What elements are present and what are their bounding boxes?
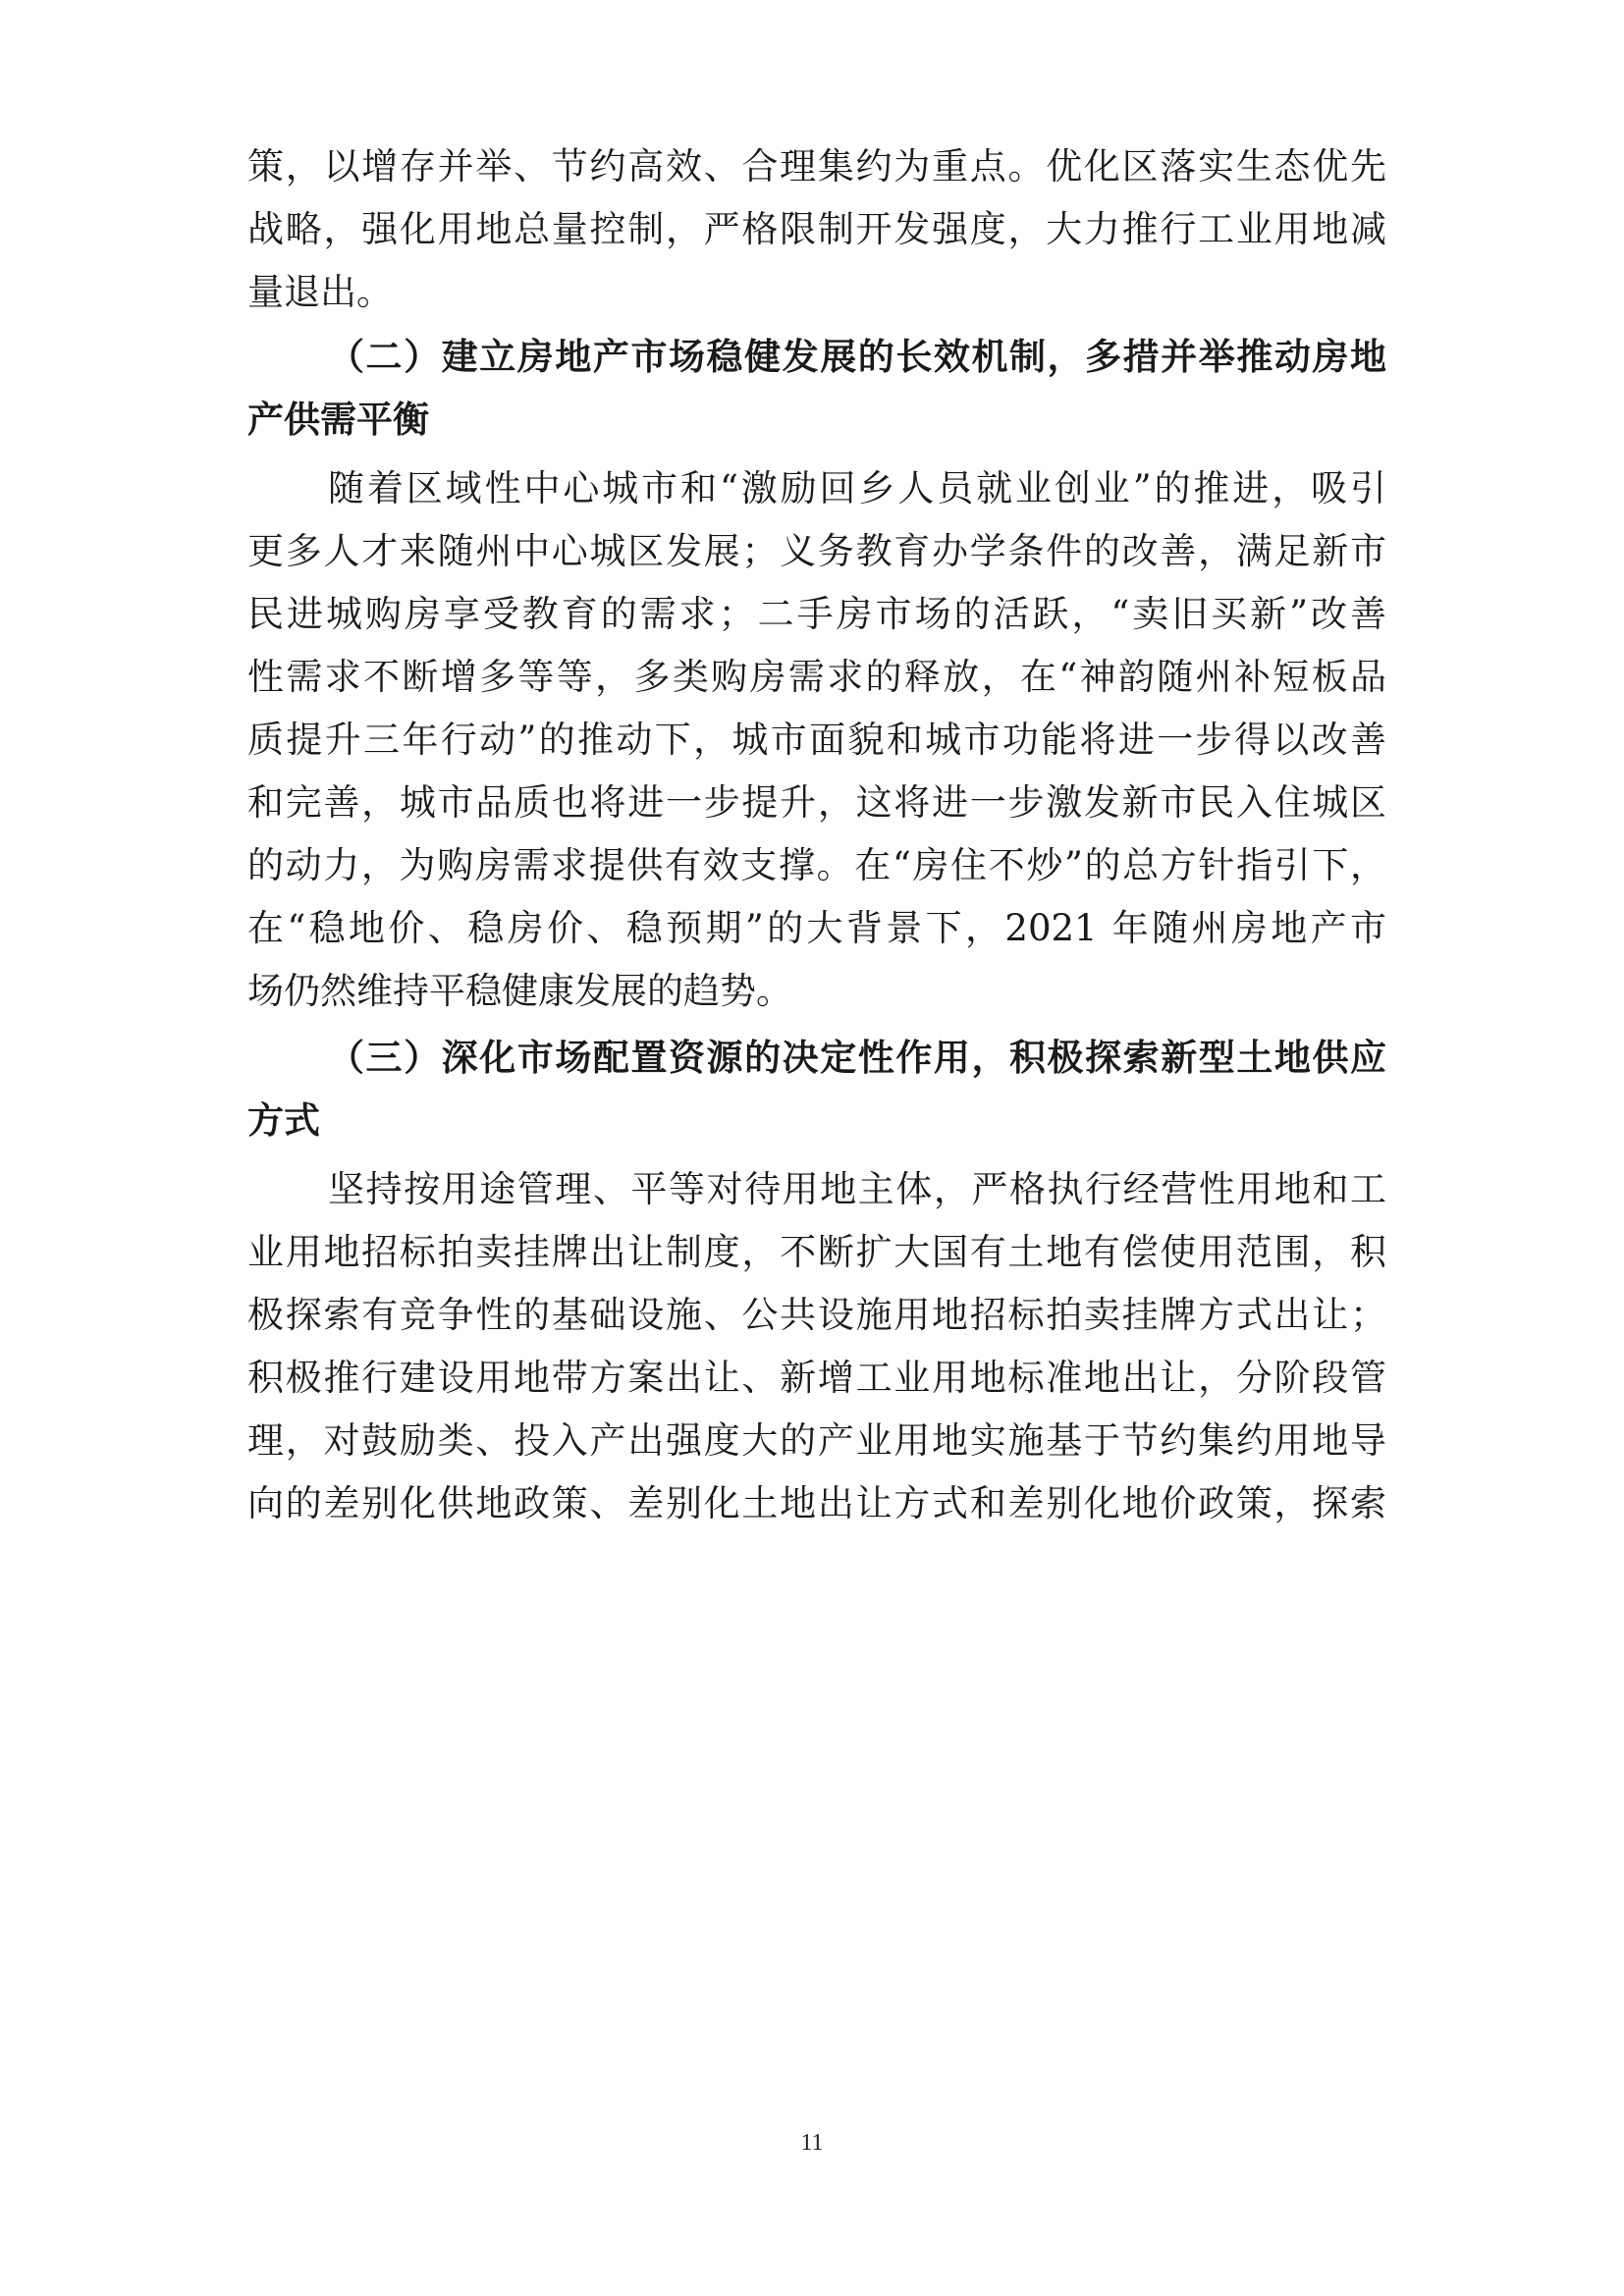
- text-line: 量退出。: [247, 271, 393, 313]
- text-line: 极探索有竞争性的基础设施、公共设施用地招标拍卖挂牌方式出让；: [247, 1294, 1386, 1336]
- text-line: 性需求不断增多等等，多类购房需求的释放，在“神韵随州补短板品: [247, 656, 1386, 698]
- text-line: 战略，强化用地总量控制，严格限制开发强度，大力推行工业用地减: [247, 208, 1386, 250]
- heading-line: 产供需平衡: [247, 399, 429, 441]
- text-line: 在“稳地价、稳房价、稳预期”的大背景下，2021 年随州房地产市: [247, 907, 1386, 949]
- page-number: 11: [800, 2130, 824, 2156]
- heading-line: 方式: [247, 1099, 320, 1142]
- text-line: 更多人才来随州中心城区发展；义务教育办学条件的改善，满足新市: [247, 530, 1386, 572]
- heading-line: （二）建立房地产市场稳健发展的长效机制，多措并举推动房地: [328, 336, 1386, 378]
- text-line: 随着区域性中心城市和“激励回乡人员就业创业”的推进，吸引: [328, 467, 1386, 509]
- text-line: 理，对鼓励类、投入产出强度大的产业用地实施基于节约集约用地导: [247, 1419, 1386, 1462]
- text-line: 策，以增存并举、节约高效、合理集约为重点。优化区落实生态优先: [247, 145, 1386, 187]
- text-line: 积极推行建设用地带方案出让、新增工业用地标准地出让，分阶段管: [247, 1357, 1386, 1399]
- text-line: 业用地招标拍卖挂牌出让制度，不断扩大国有土地有偿使用范围，积: [247, 1231, 1386, 1273]
- text-line: 向的差别化供地政策、差别化土地出让方式和差别化地价政策，探索: [247, 1482, 1386, 1524]
- text-line: 坚持按用途管理、平等对待用地主体，严格执行经营性用地和工: [328, 1168, 1386, 1210]
- text-line: 场仍然维持平稳健康发展的趋势。: [247, 970, 792, 1012]
- text-line: 质提升三年行动”的推动下，城市面貌和城市功能将进一步得以改善: [247, 719, 1386, 761]
- heading-line: （三）深化市场配置资源的决定性作用，积极探索新型土地供应: [328, 1037, 1386, 1079]
- text-line: 和完善，城市品质也将进一步提升，这将进一步激发新市民入住城区: [247, 781, 1386, 824]
- text-line: 的动力，为购房需求提供有效支撑。在“房住不炒”的总方针指引下，: [247, 844, 1386, 886]
- text-line: 民进城购房享受教育的需求；二手房市场的活跃，“卖旧买新”改善: [247, 593, 1386, 635]
